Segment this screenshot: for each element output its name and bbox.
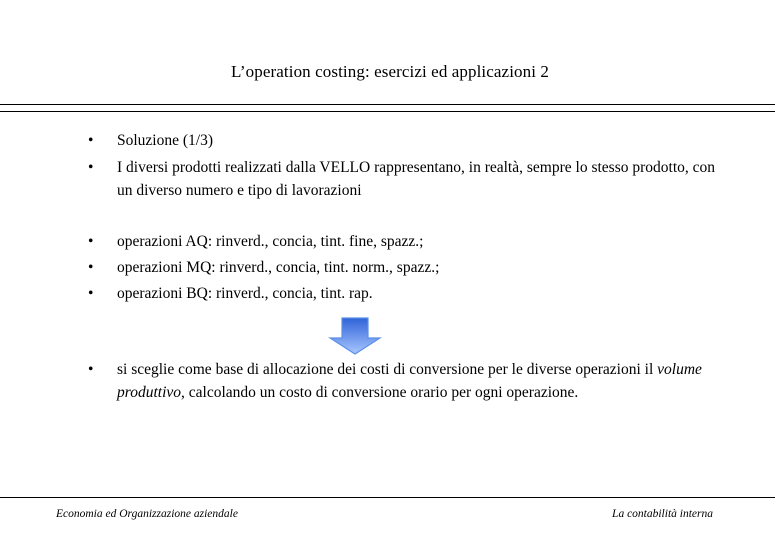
footer-divider (0, 497, 775, 498)
bullet-item-operations-aq (88, 230, 728, 253)
bullet-dot: • (88, 259, 94, 276)
title-divider (0, 104, 775, 112)
footer-right-text: La contabilità interna (612, 508, 713, 520)
text-after: , calcolando un costo di conversione orario per ogni operazione. (181, 384, 579, 401)
footer-left-text: Economia ed Organizzazione aziendale (56, 508, 238, 520)
bullet-dot: • (88, 361, 94, 378)
bullet-item-solution (88, 129, 728, 152)
bullet-item-allocation-base (88, 358, 728, 404)
bullet-text: Soluzione (1/3) (117, 132, 213, 149)
text-before: si sceglie come base di allocazione dei costi di conversione per le diverse operazioni il (117, 361, 658, 378)
bullet-dot: • (88, 159, 94, 176)
bullet-item-operations-mq (88, 256, 728, 279)
italic-term: volume produttivo (117, 361, 702, 401)
bullet-text: I diversi prodotti realizzati dalla VELLO rappresentano, in realtà, sempre lo stesso prodotto, con un diverso numero e tipo di lavorazioni (117, 159, 715, 199)
bullet-dot: • (88, 285, 94, 302)
slide-title: L’operation costing: esercizi ed applicazioni 2 (231, 62, 549, 81)
bullet-item-operations-bq (88, 282, 728, 305)
bullet-text: operazioni AQ: rinverd., concia, tint. fine, spazz.; (117, 233, 424, 250)
bullet-dot: • (88, 132, 94, 149)
bullet-text: operazioni BQ: rinverd., concia, tint. rap. (117, 285, 373, 302)
arrow-down-icon (328, 316, 382, 356)
bullet-text: operazioni MQ: rinverd., concia, tint. norm., spazz.; (117, 259, 440, 276)
bullet-text (117, 358, 728, 404)
bullet-item-description (88, 156, 728, 202)
bullet-dot: • (88, 233, 94, 250)
